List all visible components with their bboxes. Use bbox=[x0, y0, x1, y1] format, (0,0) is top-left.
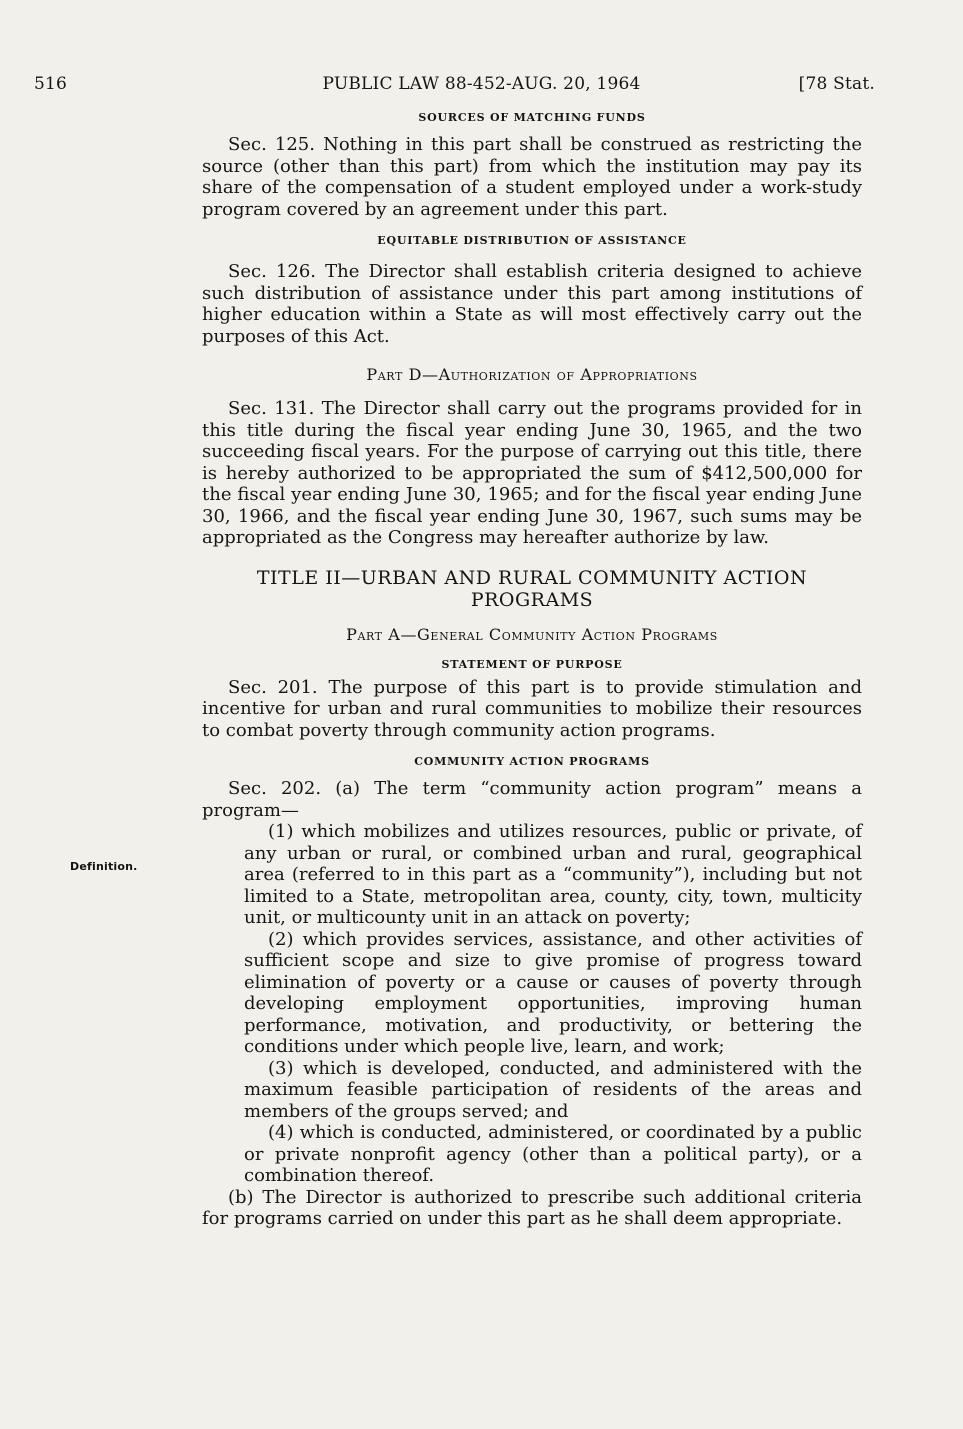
section-202-lead: Sec. 202. (a) The term “community action program” means a program— bbox=[202, 778, 862, 821]
section-201-heading: STATEMENT OF PURPOSE bbox=[441, 657, 623, 671]
body-column bbox=[202, 111, 862, 1230]
section-126-text: Sec. 126. The Director shall establish criteria designed to achieve such distribution of assistance under this part among institutions of higher education within a State as will most effectively carry out the purposes of this Act. bbox=[202, 261, 862, 347]
statute-reference: [78 Stat. bbox=[798, 74, 875, 94]
section-202-item-1: (1) which mobilizes and utilizes resources, public or private, of any urban or rural, or combined urban and rural, geographical area (referred to in this part as a “community”), including but not limited to a State, metropolitan area, county, city, town, multicity unit, or multicounty unit in an attack on poverty; bbox=[244, 821, 862, 928]
section-125-heading: SOURCES OF MATCHING FUNDS bbox=[418, 111, 646, 124]
section-201-text: Sec. 201. The purpose of this part is to provide stimulation and incentive for urban and rural communities to mobilize their resources to combat poverty through community action programs. bbox=[202, 676, 862, 741]
section-125-text: Sec. 125. Nothing in this part shall be construed as restricting the source (other than this part) from which the institution may pay its share of the compensation of a student employed under a work-study program covered by an agreement under this part. bbox=[202, 134, 862, 220]
section-131-text: Sec. 131. The Director shall carry out the programs provided for in this title during the fiscal year ending June 30, 1965, and the two succeeding fiscal years. For the purpose of carrying out this title, there is hereby authorized to be appropriated the sum of $412,500,000 for the fiscal year ending June 30, 1965; and for the fiscal year ending June 30, 1966, and the fiscal year ending June 30, 1967, such sums may be appropriated as the Congress may hereafter authorize by law. bbox=[202, 398, 862, 548]
section-202-item-2: (2) which provides services, assistance, and other activities of sufficient scope and size to give promise of progress toward elimination of poverty or a cause or causes of poverty through developing employment opportunities, improving human performance, motivation, and productivity, or bettering the conditions under which people live, learn, and work; bbox=[244, 928, 862, 1057]
section-202-item-4: (4) which is conducted, administered, or coordinated by a public or private nonprofit agency (other than a political party), or a combination thereof. bbox=[244, 1122, 862, 1186]
section-126-heading: EQUITABLE DISTRIBUTION OF ASSISTANCE bbox=[377, 234, 687, 247]
page-number: 516 bbox=[34, 74, 68, 94]
section-202-heading: COMMUNITY ACTION PROGRAMS bbox=[414, 755, 650, 768]
title-ii-heading: TITLE II—URBAN AND RURAL COMMUNITY ACTION PROGRAMS bbox=[256, 566, 808, 611]
running-title: PUBLIC LAW 88-452-AUG. 20, 1964 bbox=[322, 74, 641, 94]
section-202-item-3: (3) which is developed, conducted, and administered with the maximum feasible participation of residents of the areas and members of the groups served; and bbox=[244, 1057, 862, 1122]
part-a-heading: Part A—General Community Action Programs bbox=[346, 624, 718, 644]
part-d-heading: Part D—Authorization of Appropriations bbox=[366, 365, 698, 384]
section-202-b: (b) The Director is authorized to prescribe such additional criteria for programs carried on under this part as he shall deem appropriate. bbox=[202, 1186, 862, 1229]
margin-note-definition: Definition. bbox=[70, 860, 138, 873]
